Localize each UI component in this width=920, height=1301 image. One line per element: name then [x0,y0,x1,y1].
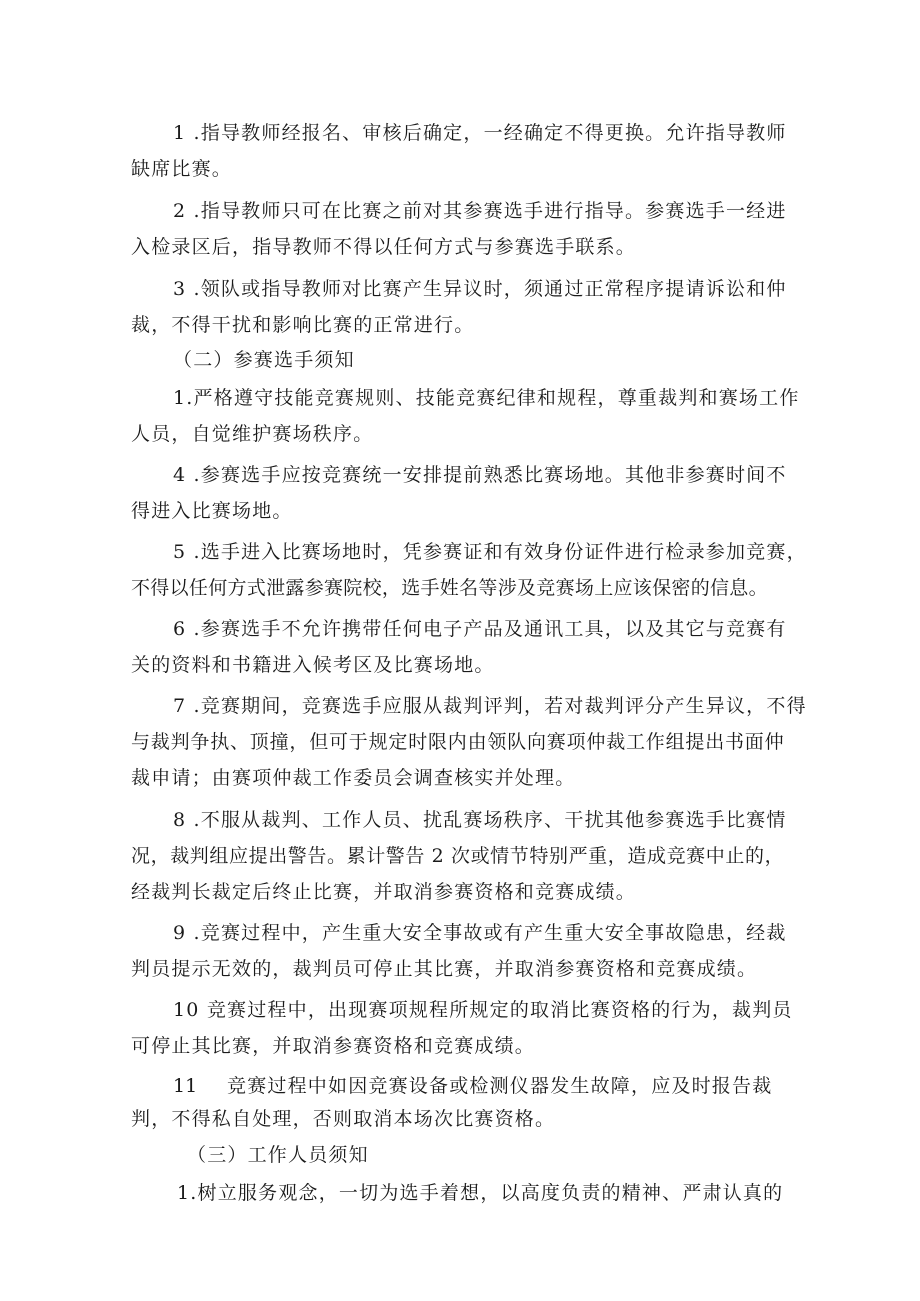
contestant-rule-8-line-1: 8 .不服从裁判、工作人员、扰乱赛场秩序、干扰其他参赛选手比赛情 [173,809,787,831]
contestant-rule-8-line-2: 况，裁判组应提出警告。累计警告 2 次或情节特别严重，造成竞赛中止的， [131,845,785,867]
contestant-rule-11-number: 11 [173,1075,198,1097]
teacher-rule-1-line-2: 缺席比赛。 [131,158,233,180]
contestant-rule-8-line-3: 经裁判长裁定后终止比赛，并取消参赛资格和竞赛成绩。 [131,881,637,903]
section-heading-staff: （三）工作人员须知 [187,1144,369,1166]
teacher-rule-2-line-1: 2 .指导教师只可在比赛之前对其参赛选手进行指导。参赛选手一经进 [173,200,787,222]
contestant-rule-7-line-3: 裁申请；由赛项仲裁工作委员会调查核实并处理。 [131,767,576,789]
contestant-rule-10-line-2: 可停止其比赛，并取消参赛资格和竞赛成绩。 [131,1035,536,1057]
teacher-rule-3-line-2: 裁，不得干扰和影响比赛的正常进行。 [131,314,475,336]
contestant-rule-5-line-2: 不得以任何方式泄露参赛院校，选手姓名等涉及竞赛场上应该保密的信息。 [131,577,768,599]
contestant-rule-9-line-2: 判员提示无效的，裁判员可停止其比赛，并取消参赛资格和竞赛成绩。 [131,958,758,980]
contestant-rule-10-line-1: 10 竞赛过程中，出现赛项规程所规定的取消比赛资格的行为，裁判员 [173,999,793,1021]
contestant-rule-6-line-2: 关的资料和书籍进入候考区及比赛场地。 [131,654,495,676]
contestant-rule-4-line-1: 4 .参赛选手应按竞赛统一安排提前熟悉比赛场地。其他非参赛时间不 [173,464,787,486]
contestant-rule-1-line-1: 1.严格遵守技能竞赛规则、技能竞赛纪律和规程，尊重裁判和赛场工作 [173,387,800,409]
contestant-rule-5-line-1: 5 .选手进入比赛场地时，凭参赛证和有效身份证件进行检录参加竞赛， [173,541,807,563]
staff-rule-1-line-1: 1.树立服务观念，一切为选手着想，以高度负责的精神、严肃认真的 [177,1182,784,1204]
contestant-rule-11-line-1: 竞赛过程中如因竞赛设备或检测仪器发生故障，应及时报告裁 [227,1075,773,1097]
teacher-rule-1-line-1: 1 .指导教师经报名、审核后确定，一经确定不得更换。允许指导教师 [173,122,787,144]
teacher-rule-2-line-2: 入检录区后，指导教师不得以任何方式与参赛选手联系。 [131,236,637,258]
contestant-rule-9-line-1: 9 .竞赛过程中，产生重大安全事故或有产生重大安全事故隐患，经裁 [173,922,787,944]
contestant-rule-11-line-2: 判，不得私自处理，否则取消本场次比赛资格。 [131,1108,556,1130]
teacher-rule-3-line-1: 3 .领队或指导教师对比赛产生异议时，须通过正常程序提请诉讼和仲 [173,278,787,300]
section-heading-contestants: （二）参赛选手须知 [173,349,355,371]
contestant-rule-6-line-1: 6 .参赛选手不允许携带任何电子产品及通讯工具，以及其它与竞赛有 [173,618,787,640]
contestant-rule-7-line-2: 与裁判争执、顶撞，但可于规定时限内由领队向赛项仲裁工作组提出书面仲 [131,731,785,753]
contestant-rule-4-line-2: 得进入比赛场地。 [131,500,293,522]
contestant-rule-7-line-1: 7 .竞赛期间，竞赛选手应服从裁判评判，若对裁判评分产生异议，不得 [173,695,807,717]
contestant-rule-1-line-2: 人员，自觉维护赛场秩序。 [131,423,374,445]
